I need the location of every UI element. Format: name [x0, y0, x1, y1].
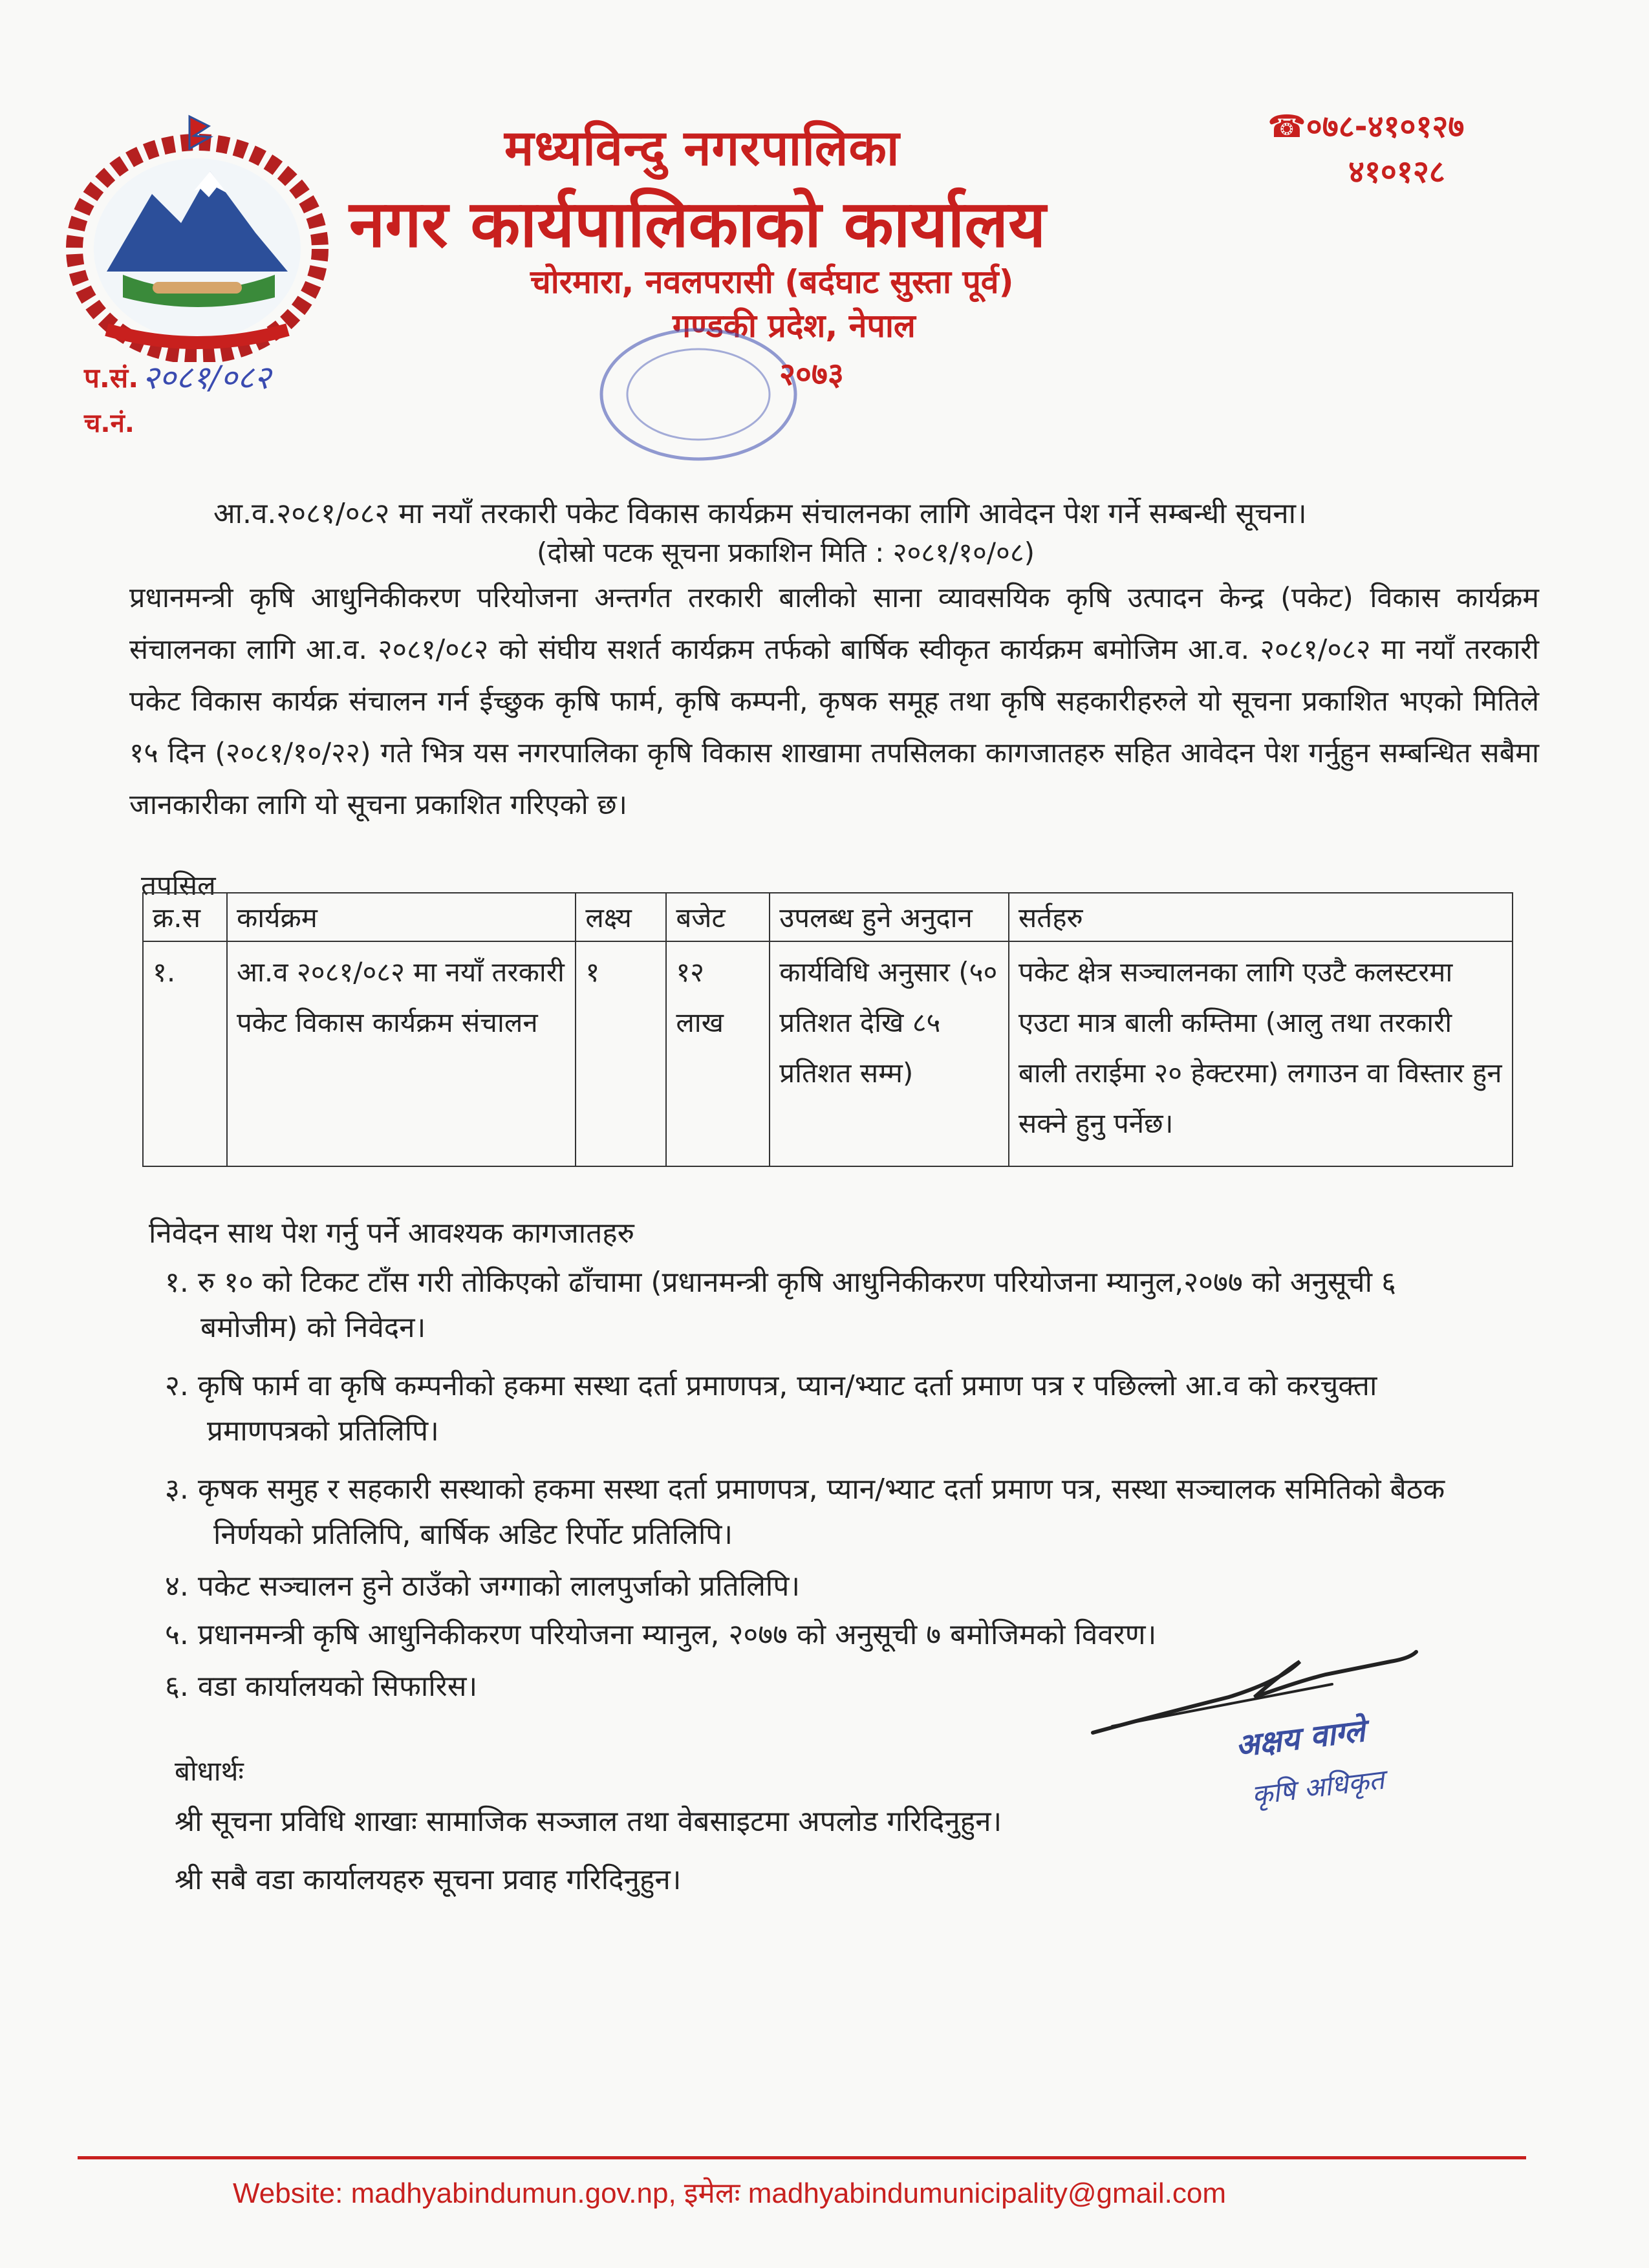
document-item-line: प्रमाणपत्रको प्रतिलिपि।: [207, 1415, 439, 1448]
table-row: [143, 941, 1513, 1166]
signatory-name: अक्षय वाग्ले: [1233, 1712, 1367, 1765]
nepal-emblem-logo: [61, 110, 333, 362]
column-header: सर्तहरु: [1009, 893, 1513, 941]
reference-number-value: २०८१/०८२: [142, 359, 271, 396]
column-header: उपलब्ध हुने अनुदान: [770, 893, 1009, 941]
address-line-1: चोरमारा, नवलपरासी (बर्दघाट सुस्ता पूर्व): [530, 263, 1014, 301]
document-item-line: ५. प्रधानमन्त्री कृषि आधुनिकीकरण परियोजना म्यानुल, २०७७ को अनुसूची ७ बमोजिमको विवरण।: [165, 1618, 1157, 1651]
document-item-line: ४. पकेट सञ्चालन हुने ठाउँको जग्गाको लालपुर्जाको प्रतिलिपि।: [165, 1570, 800, 1603]
subsidy-cell: कार्यविधि अनुसार (५० प्रतिशत देखि ८५ प्रतिशत सम्म): [770, 941, 1009, 1166]
notice-body: प्रधानमन्त्री कृषि आधुनिकीकरण परियोजना अन्तर्गत तरकारी बालीको साना व्यावसयिक कृषि उत्पादन केन्द्र (पकेट) विकास कार्यक्रम संचालनका लागि आ.व. २०८१/०८२ को संघीय सशर्त कार्यक्रम तर्फको बार्षिक स्वीकृत कार्यक्रम बमोजिम आ.व. २०८१/०८२ मा नयाँ तरकारी पकेट विकास कार्यक्र संचालन गर्न ईच्छुक कृषि फार्म, कृषि कम्पनी, कृषक समूह तथा कृषि सहकारीहरुले यो सूचना प्रकाशित भएको मितिले १५ दिन (२०८१/१०/२२) गते भित्र यस नगरपालिका कृषि विकास शाखामा तपसिलका कागजातहरु सहित आवेदन पेश गर्नुहुन सम्बन्धित सबैमा जानकारीका लागि यो सूचना प्रकाशित गरिएको छ।: [129, 582, 1539, 821]
budget-cell: १२ लाख: [666, 941, 770, 1166]
reference-number-label: प.सं.: [84, 362, 139, 394]
details-label: तपसिल: [141, 870, 216, 901]
cc-recipient: श्री सबै वडा कार्यालयहरु सूचना प्रवाह गरिदिनुहुन।: [175, 1863, 682, 1896]
document-item-line: निर्णयको प्रतिलिपि, बार्षिक अडिट रिर्पोट प्रतिलिपि।: [213, 1518, 733, 1551]
column-header: बजेट: [666, 893, 770, 941]
phone-number-1: ☎०७८-४१०१२७: [1267, 109, 1465, 145]
document-item-line: १. रु १० को टिकट टाँस गरी तोकिएको ढाँचामा (प्रधानमन्त्री कृषि आधुनिकीकरण परियोजना म्यानुल,२०७७ को अनुसूची ६: [165, 1266, 1396, 1299]
document-item-line: बमोजीम) को निवेदन।: [200, 1311, 426, 1344]
notice-subject: आ.व.२०८१/०८२ मा नयाँ तरकारी पकेट विकास कार्यक्रम संचालनका लागि आवेदन पेश गर्ने सम्बन्धी सूचना।: [213, 497, 1307, 530]
program-cell: आ.व २०८१/०८२ मा नयाँ तरकारी पकेट विकास कार्यक्रम संचालन: [227, 941, 576, 1166]
stamp-year: २०७३: [779, 356, 844, 392]
publication-date-note: (दोस्रो पटक सूचना प्रकाशिन मिति : २०८१/१०/०८): [537, 537, 1035, 568]
serial-number-cell: १.: [143, 941, 227, 1166]
document-item-line: ६. वडा कार्यालयको सिफारिस।: [165, 1670, 478, 1703]
cc-label: बोधार्थः: [175, 1755, 244, 1787]
cc-recipient: श्री सूचना प्रविधि शाखाः सामाजिक सञ्जाल तथा वेबसाइटमा अपलोड गरिदिनुहुन।: [175, 1805, 1002, 1838]
signatory-designation: कृषि अधिकृत: [1249, 1763, 1386, 1812]
footer-contact: Website: madhyabindumun.gov.np, इमेलः madhyabindumunicipality@gmail.com: [233, 2177, 1226, 2209]
conditions-cell: पकेट क्षेत्र सञ्चालनका लागि एउटै कलस्टरमा एउटा मात्र बाली कम्तिमा (आलु तथा तरकारी बाली तराईमा २० हेक्टरमा) लगाउन वा विस्तार हुन सक्ने हुनु पर्नेछ।: [1009, 941, 1513, 1166]
municipality-name: मध्यविन्दु नगरपालिका: [504, 119, 900, 177]
address-line-2: गण्डकी प्रदेश, नेपाल: [673, 307, 916, 345]
document-item-line: २. कृषि फार्म वा कृषि कम्पनीको हकमा सस्था दर्ता प्रमाणपत्र, प्यान/भ्याट दर्ता प्रमाण पत्र र पछिल्लो आ.व को करचुक्ता: [165, 1369, 1377, 1402]
phone-number-2: ४१०१२८: [1348, 154, 1445, 190]
column-header: लक्ष्य: [576, 893, 666, 941]
program-table: [142, 892, 1513, 1167]
office-seal-stamp: [576, 317, 821, 472]
required-documents-heading: निवेदन साथ पेश गर्नु पर्ने आवश्यक कागजातहरु: [149, 1217, 634, 1250]
dispatch-number-label: च.नं.: [84, 409, 135, 438]
document-item-line: ३. कृषक समुह र सहकारी सस्थाको हकमा सस्था दर्ता प्रमाणपत्र, प्यान/भ्याट दर्ता प्रमाण पत्र, सस्था सञ्चालक समितिको बैठक: [165, 1473, 1445, 1506]
office-name: नगर कार्यपालिकाको कार्यालय: [349, 186, 1046, 262]
target-cell: १: [576, 941, 666, 1166]
table-header-row: [143, 893, 1513, 941]
column-header: क्र.स: [143, 893, 227, 941]
footer-divider: [78, 2156, 1526, 2159]
column-header: कार्यक्रम: [227, 893, 576, 941]
